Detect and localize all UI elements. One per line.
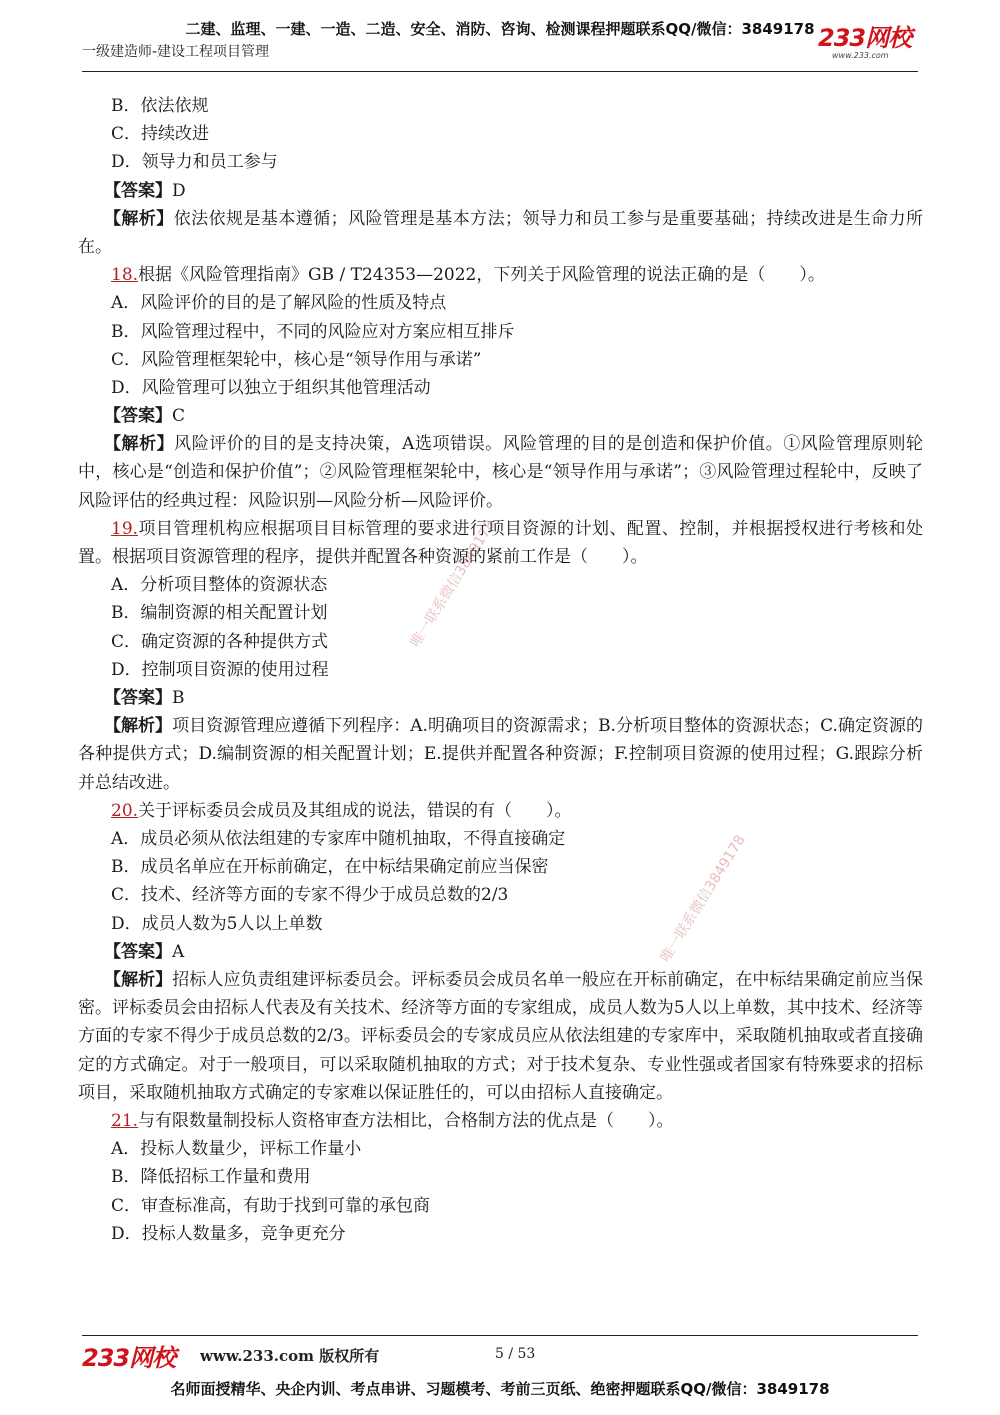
logo-text: 233网校	[818, 24, 912, 52]
watermark: 唯一联系微信3849178	[407, 517, 499, 651]
answer-value: B	[172, 688, 185, 709]
header-banner: 二建、监理、一建、一造、二造、安全、消防、咨询、检测课程押题联系QQ/微信：3849178	[185, 20, 815, 38]
question-content	[78, 92, 923, 1248]
answer-value: C	[172, 406, 186, 427]
footer-logo: 233网校	[82, 1344, 176, 1372]
question-stem: 19.项目管理机构应根据项目目标管理的要求进行项目资源的计划、配置、控制，并根据授权进行考核和处置。根据项目资源管理的程序，提供并配置各种资源的紧前工作是（ ）。	[78, 518, 923, 568]
option: B．编制资源的相关配置计划	[111, 603, 328, 624]
option: C．审查标准高，有助于找到可靠的承包商	[111, 1195, 431, 1216]
option: A．投标人数量少，评标工作量小	[111, 1139, 362, 1160]
option: B．成员名单应在开标前确定，在中标结果确定前应当保密	[111, 857, 549, 878]
option: C．技术、经济等方面的专家不得少于成员总数的2/3	[111, 885, 509, 906]
question-stem: 21.与有限数量制投标人资格审查方法相比，合格制方法的优点是（ ）。	[111, 1110, 674, 1131]
option: A．成员必须从依法组建的专家库中随机抽取，不得直接确定	[111, 829, 566, 850]
analysis: 【解析】依法依规是基本遵循；风险管理是基本方法；领导力和员工参与是重要基础；持续改进是生命力所在。	[78, 208, 924, 257]
question-stem: 18.根据《风险管理指南》GB / T24353—2022，下列关于风险管理的说法正确的是（ ）。	[111, 265, 825, 286]
option: D．风险管理可以独立于组织其他管理活动	[111, 377, 431, 398]
logo-url: www.233.com	[832, 51, 889, 60]
option: B．依法依规	[111, 96, 209, 116]
answer-line: 【答案】A	[104, 941, 185, 962]
option: B．降低招标工作量和费用	[111, 1167, 311, 1188]
option: D．成员人数为5人以上单数	[111, 913, 323, 934]
brand-logo	[818, 24, 928, 62]
option: D．控制项目资源的使用过程	[111, 659, 329, 680]
answer-value: A	[172, 941, 185, 962]
option: D．领导力和员工参与	[111, 152, 278, 173]
question-number: 19.	[111, 518, 139, 539]
question-stem: 20.关于评标委员会成员及其组成的说法，错误的有（ ）。	[111, 800, 572, 821]
answer-line: 【答案】C	[104, 406, 186, 427]
option: C．持续改进	[111, 124, 210, 145]
analysis: 【解析】项目资源管理应遵循下列程序：A.明确项目的资源需求；B.分析项目整体的资源状态；C.确定资源的各种提供方式；D.编制资源的相关配置计划；E.提供并配置各种资源；F.控制项目资源的使用过程；G.跟踪分析并总结改进。	[78, 716, 923, 793]
option: A．风险评价的目的是了解风险的性质及特点	[111, 293, 447, 314]
option: A．分析项目整体的资源状态	[111, 575, 328, 596]
question-number: 20.	[111, 800, 139, 821]
header-divider	[82, 71, 918, 72]
footer-divider	[82, 1335, 918, 1336]
analysis: 【解析】招标人应负责组建评标委员会。评标委员会成员名单一般应在开标前确定，在中标结果确定前应当保密。评标委员会由招标人代表及有关技术、经济等方面的专家组成，成员人数为5人以上单数，其中技术、经济等方面的专家不得少于成员总数的2/3。评标委员会的专家成员应从依法组建的专家库中，采取随机抽取或者直接确定的方式确定。对于一般项目，可以采取随机抽取的方式；对于技术复杂、专业性强或者国家有特殊要求的招标项目，采取随机抽取方式确定的专家难以保证胜任的，可以由招标人直接确定。	[78, 969, 924, 1103]
option: B．风险管理过程中，不同的风险应对方案应相互排斥	[111, 321, 515, 342]
answer-line: 【答案】B	[104, 688, 185, 709]
watermark: 唯一联系微信3849178	[657, 832, 749, 966]
footer-copyright: www.233.com 版权所有	[200, 1347, 380, 1365]
option: D．投标人数量多，竞争更充分	[111, 1223, 346, 1244]
question-number: 21.	[111, 1110, 139, 1131]
analysis: 【解析】风险评价的目的是支持决策，A选项错误。风险管理的目的是创造和保护价值。①风险管理原则轮中，核心是“创造和保护价值”；②风险管理框架轮中，核心是“领导作用与承诺”；③风险管理过程轮中，反映了风险评估的经典过程：风险识别—风险分析—风险评价。	[78, 434, 924, 511]
subject-title: 一级建造师-建设工程项目管理	[82, 44, 270, 60]
page-number: 5 / 53	[495, 1346, 536, 1362]
answer-value: D	[172, 180, 186, 201]
option: C．确定资源的各种提供方式	[111, 631, 329, 652]
answer-line: 【答案】D	[104, 180, 186, 201]
option: C．风险管理框架轮中，核心是“领导作用与承诺”	[111, 349, 482, 370]
footer-banner: 名师面授精华、央企内训、考点串讲、习题模考、考前三页纸、绝密押题联系QQ/微信：3849178	[170, 1380, 830, 1398]
question-number: 18.	[111, 265, 139, 286]
